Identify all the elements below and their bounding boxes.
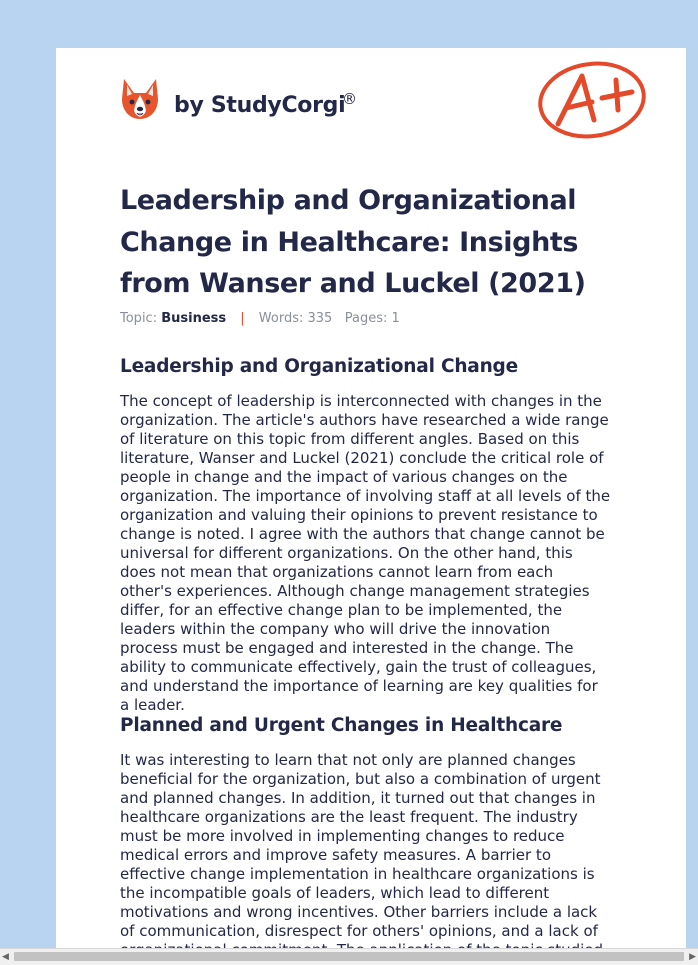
paragraph-line: and understand the importance of learning are key qualities for	[120, 677, 598, 695]
paragraph-line: The concept of leadership is interconnected with changes in the	[120, 392, 602, 410]
paragraph-line: organization. The article's authors have researched a wide range	[120, 411, 609, 429]
paragraph-line: universal for different organizations. On the other hand, this	[120, 544, 573, 562]
paragraph-line: healthcare organizations are the least frequent. The industry	[120, 808, 578, 826]
paragraph-line: leaders within the company who will drive the innovation	[120, 620, 551, 638]
svg-text:A+: A+	[536, 58, 538, 59]
paragraph-line: and planned changes. In addition, it turned out that changes in	[120, 789, 596, 807]
paragraph-line: change is noted. I agree with the authors that change cannot be	[120, 525, 605, 543]
meta-separator: |	[240, 311, 245, 326]
paragraph-line: does not mean that organizations cannot learn from each	[120, 563, 554, 581]
title-line: Leadership and Organizational	[120, 185, 577, 216]
paragraph-line: motivations and wrong incentives. Other barriers include a lack	[120, 903, 598, 921]
paragraph-line: people in change and the impact of various changes on the	[120, 468, 568, 486]
paragraph-line: literature, Wanser and Luckel (2021) conclude the critical role of	[120, 449, 604, 467]
word-count: Words: 335	[258, 311, 333, 326]
paragraph-line: organization and valuing their opinions to prevent resistance to	[120, 506, 598, 524]
a-plus-stamp-icon	[536, 58, 652, 144]
page-count: Pages: 1	[344, 311, 400, 326]
title-line: from Wanser and Luckel (2021)	[120, 268, 586, 299]
paragraph-line: beneficial for the organization, but also a combination of urgent	[120, 770, 601, 788]
paragraph-line: other's experiences. Although change management strategies	[120, 582, 590, 600]
document-title	[120, 180, 600, 305]
section-heading: Leadership and Organizational Change	[120, 356, 518, 377]
paragraph-line: It was interesting to learn that not only are planned changes	[120, 751, 576, 769]
brand-name[interactable]: by StudyCorgi	[174, 93, 346, 118]
studycorgi-logo[interactable]	[120, 76, 160, 124]
document-page	[56, 48, 686, 964]
paragraph-line: of communication, disrespect for others' opinions, and a lack of	[120, 922, 598, 940]
topic-label: Topic:	[120, 311, 158, 326]
paragraph-line: ability to communicate effectively, gain the trust of colleagues,	[120, 658, 597, 676]
scrollbar-thumb[interactable]	[14, 952, 684, 961]
section-paragraph	[120, 751, 640, 960]
paragraph-line: the incompatible goals of leaders, which lead to different	[120, 884, 550, 902]
paragraph-line: medical errors and improve safety measures. A barrier to	[120, 846, 551, 864]
scroll-left-arrow-icon[interactable]: ◀	[2, 952, 9, 962]
paragraph-line: effective change implementation in healthcare organizations is	[120, 865, 595, 883]
paragraph-line: process must be engaged and interested in the change. The	[120, 639, 574, 657]
registered-mark: ®	[342, 90, 357, 108]
title-line: Change in Healthcare: Insights	[120, 226, 579, 258]
paragraph-line: organization. The importance of involving staff at all levels of the	[120, 487, 611, 505]
document-meta	[120, 311, 400, 326]
corgi-icon	[120, 77, 160, 123]
horizontal-scrollbar[interactable]	[0, 948, 698, 965]
grade-badge	[536, 58, 652, 148]
section-heading: Planned and Urgent Changes in Healthcare	[120, 715, 563, 736]
paragraph-line: a leader.	[120, 696, 185, 714]
paragraph-line: of literature on this topic from different angles. Based on this	[120, 430, 580, 448]
paragraph-line: must be more involved in implementing changes to reduce	[120, 827, 565, 845]
topic-link[interactable]: Business	[161, 311, 227, 326]
paragraph-line: differ, for an effective change plan to be implemented, the	[120, 601, 563, 619]
scroll-right-arrow-icon[interactable]: ▶	[689, 952, 696, 962]
section-paragraph	[120, 392, 640, 715]
